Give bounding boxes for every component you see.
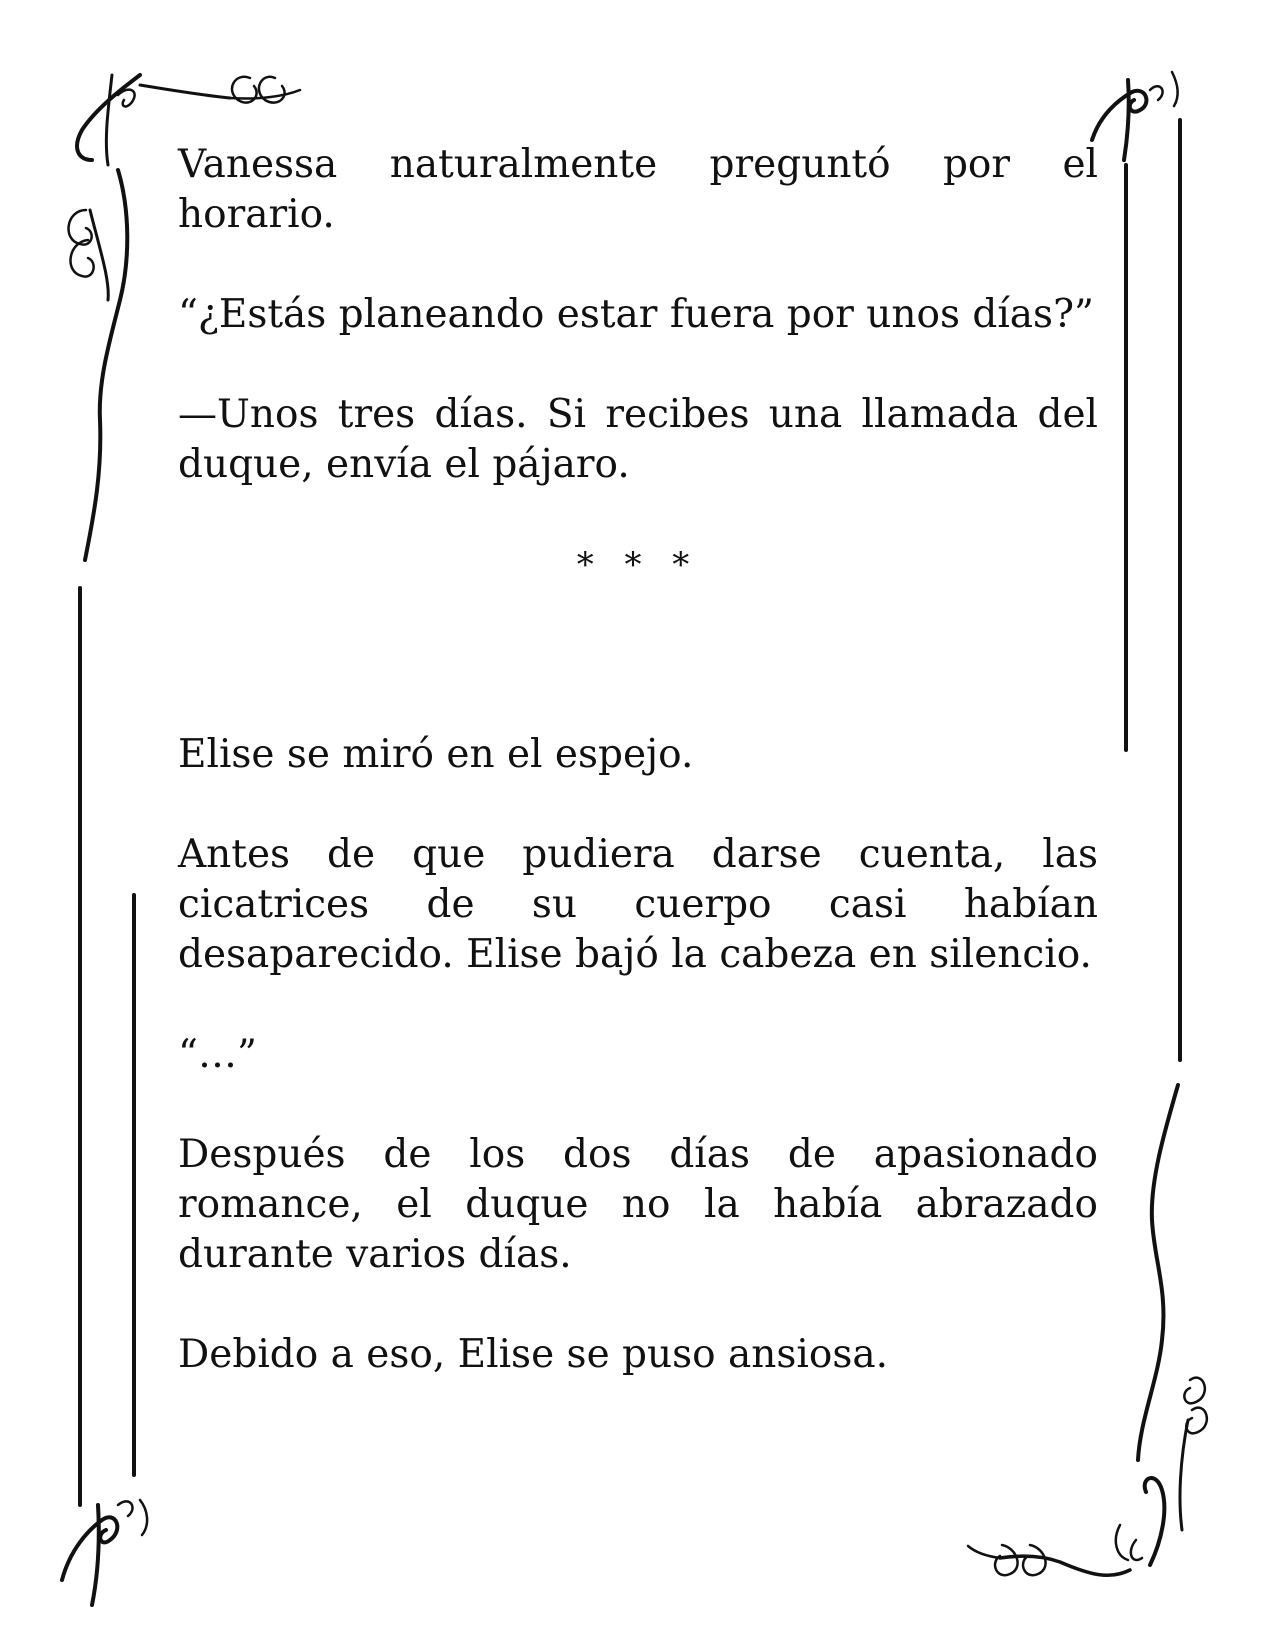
scene-separator: * * * (576, 545, 700, 585)
chapter-text (178, 140, 1098, 1430)
paragraph: Debido a eso, Elise se puso ansiosa. (178, 1332, 889, 1377)
paragraph: Elise se miró en el espejo. (178, 732, 694, 777)
paragraph: Después de los dos días de apasionado romance, el duque no la había abrazado durante varios días. (178, 1132, 1098, 1277)
dialogue-paragraph: —Unos tres días. Si recibes una llamada del duque, envía el pájaro. (178, 392, 1098, 487)
bottom-left-flourish (62, 1500, 147, 1605)
paragraph: Antes de que pudiera darse cuenta, las cicatrices de su cuerpo casi habían desaparecido. Elise bajó la cabeza en silencio. (178, 832, 1098, 977)
dialogue-paragraph: “¿Estás planeando estar fuera por unos días?” (178, 292, 1094, 337)
dialogue-paragraph: “…” (178, 1032, 257, 1077)
paragraph: Vanessa naturalmente preguntó por el horario. (178, 142, 1098, 237)
top-right-flourish (1092, 72, 1178, 160)
